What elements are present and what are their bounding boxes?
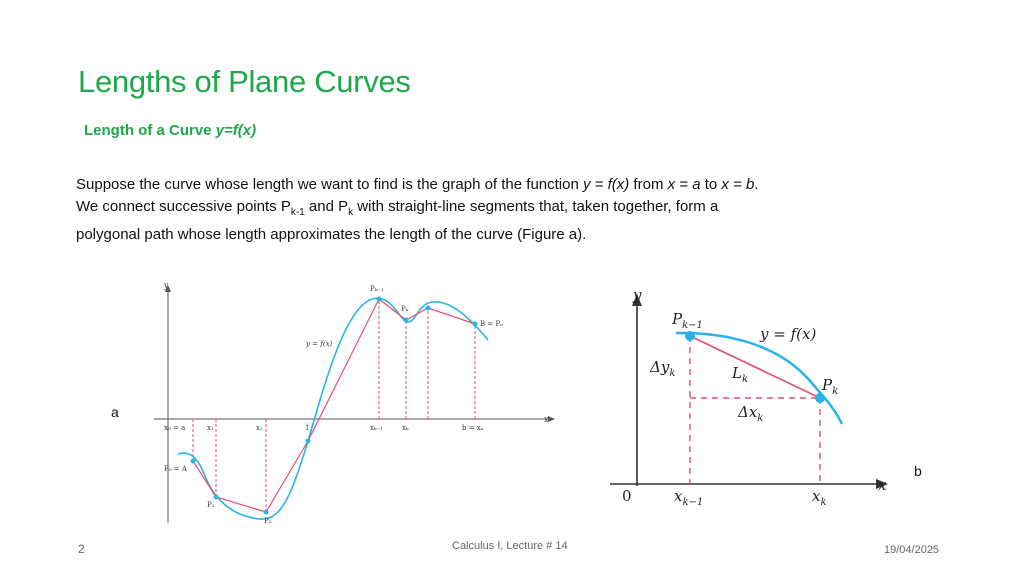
lk-letter: L [732,364,742,382]
figure-a-p1: P₁ [207,501,215,509]
figure-a-x2: x₂ [256,424,263,432]
para-xb: x = b [721,176,755,193]
dy-letter: Δy [650,358,670,376]
figure-a-x0: x₀ = a [164,424,186,432]
figure-a-p0: P₀ = A [164,465,187,473]
subtitle-prefix: Length of a Curve [84,122,216,139]
subtitle-function: y=f(x) [215,122,257,139]
figure-a-curve-label: y = f(x) [306,340,333,348]
figure-a-xk1: xₖ₋₁ [370,424,384,432]
xk1-sub: k−1 [682,497,704,508]
figure-b-curve [676,333,842,424]
figure-a-curve [178,298,488,519]
para-sub2: k [348,207,354,218]
figure-b-dx [737,403,763,424]
xk-sub: k [820,497,827,508]
figure-b-xk [812,487,827,508]
para-t2: from [629,176,668,193]
pk-letter: P [822,376,833,394]
figure-a-one: 1 [305,424,310,432]
figure-b-dy [649,358,675,379]
figure-b-pk1 [671,310,703,331]
figure-a-y-label: y [164,281,169,290]
para-xa: x = a [667,176,701,193]
pk-sub: k [832,386,839,397]
figure-a-dashed-lines [193,299,475,512]
para-t3: to [700,176,722,193]
figure-a-xn: b = xₙ [462,424,484,432]
dx-sub: k [757,413,764,424]
figure-b-curve-label: y = f(x) [760,325,817,343]
figure-a-pk: Pₖ [401,305,409,313]
figure-b-caption: b [914,463,922,479]
para-t8: polygonal path whose length approximates the length of the curve (Figure a). [76,226,587,243]
figure-a-pk1: Pₖ₋₁ [370,285,384,293]
slide-number: 2 [78,542,85,556]
xk1-letter: x [674,487,683,505]
figure-a-x1: x₁ [207,424,214,432]
figure-b-lk [731,364,748,385]
para-t7: with straight-line segments that, taken together, form a [353,198,719,215]
figure-a-pn: B = Pₙ [480,320,504,328]
figure-a-xk: xₖ [402,424,409,432]
figure-b-point-pk [815,393,825,403]
figure-a-x-label: x [544,415,549,424]
para-fx: y = f(x) [583,176,630,193]
pk1-sub: k−1 [682,320,703,331]
para-t6: and P [304,198,349,215]
footer-date: 19/04/2025 [884,544,940,556]
slide-subtitle [84,122,256,139]
para-t1: Suppose the curve whose length we want to find is the graph of the function [76,176,583,193]
figure-b-origin: 0 [622,487,632,505]
body-paragraph [76,174,956,246]
lk-sub: k [741,374,749,385]
figure-b-xk1 [674,487,703,508]
para-t5: We connect successive points P [76,198,291,215]
figure-b-point-pk1 [685,331,695,341]
footer-center: Calculus I, Lecture # 14 [452,540,568,552]
figure-a-p2: P₂ [264,517,272,525]
pk1-letter: P [672,310,683,328]
figure-a-caption: a [111,404,119,420]
figure-a [150,278,560,528]
dy-sub: k [669,368,676,379]
figure-a-points [191,297,478,515]
figure-b-y-label: y [633,286,642,304]
slide-title: Lengths of Plane Curves [78,64,411,99]
para-sub1: k-1 [290,207,305,218]
figure-a-polygonal-path [193,299,475,512]
figure-b-pk [821,376,838,397]
figure-b [600,286,900,516]
para-t4: . [754,176,759,193]
xk-letter: x [812,487,821,505]
figure-b-x-label: x [878,476,887,494]
dx-letter: Δx [738,403,758,421]
